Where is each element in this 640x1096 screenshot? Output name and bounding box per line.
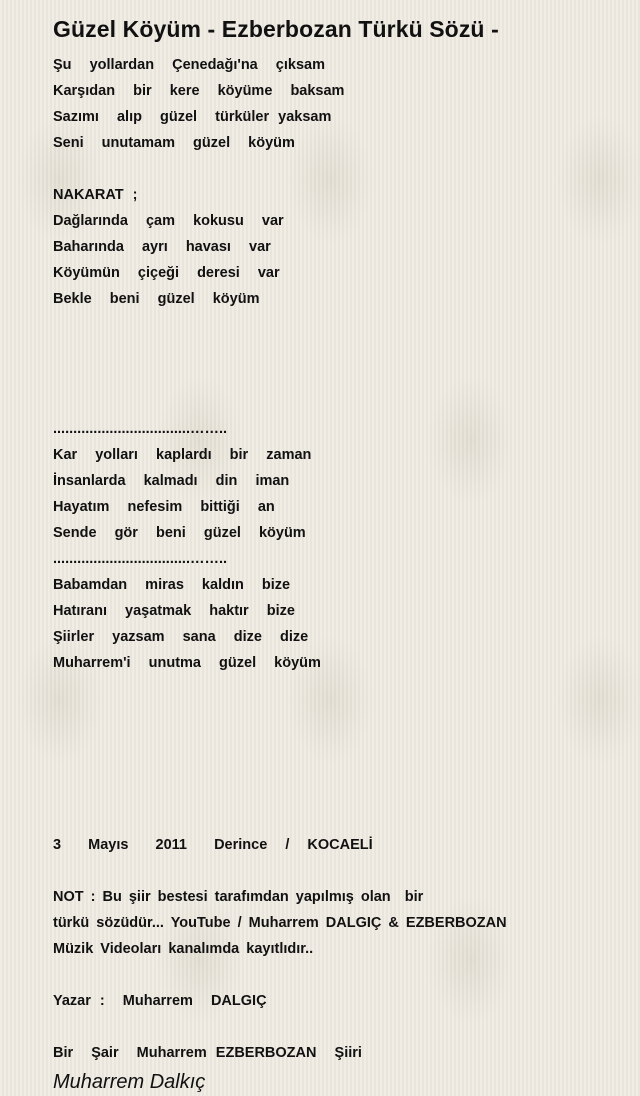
blank-line (53, 312, 613, 338)
blank-line (53, 858, 613, 884)
author-line: Yazar : Muharrem DALGIÇ (53, 993, 267, 1009)
poem-body (53, 52, 613, 1066)
blank-line (53, 364, 613, 390)
note-line: NOT : Bu şiir bestesi tarafımdan yapılmış olan bir (53, 889, 424, 905)
poem-line: Hatıranı yaşatmak haktır bize (53, 603, 295, 619)
poem-line: Hayatım nefesim bittiği an (53, 499, 275, 515)
poem-line: Bekle beni güzel köyüm (53, 291, 260, 307)
dotted-divider: ..................................…….. (53, 551, 228, 567)
poem-line: Muharrem'i unutma güzel köyüm (53, 655, 321, 671)
page-title: Güzel Köyüm - Ezberbozan Türkü Sözü - (53, 16, 499, 42)
dotted-divider: ..................................…….. (53, 421, 228, 437)
poem-line: Karşıdan bir kere köyüme baksam (53, 83, 345, 99)
poem-line: İnsanlarda kalmadı din iman (53, 473, 290, 489)
blank-line (53, 806, 613, 832)
poem-line: Köyümün çiçeği deresi var (53, 265, 280, 281)
chorus-heading: NAKARAT ; (53, 187, 138, 203)
poem-line: Kar yolları kaplardı bir zaman (53, 447, 312, 463)
poem-page (53, 14, 613, 1096)
blank-line (53, 702, 613, 728)
blank-line (53, 962, 613, 988)
poem-line: Seni unutamam güzel köyüm (53, 135, 295, 151)
poet-credit-line: Bir Şair Muharrem EZBERBOZAN Şiiri (53, 1045, 362, 1061)
blank-line (53, 754, 613, 780)
poem-line: Şiirler yazsam sana dize dize (53, 629, 309, 645)
blank-line (53, 676, 613, 702)
date-place-line: 3 Mayıs 2011 Derince / KOCAELİ (53, 837, 373, 853)
blank-line (53, 728, 613, 754)
blank-line (53, 338, 613, 364)
blank-line (53, 780, 613, 806)
blank-line (53, 156, 613, 182)
poem-line: Şu yollardan Çenedağı'na çıksam (53, 57, 325, 73)
blank-line (53, 1014, 613, 1040)
poem-line: Sende gör beni güzel köyüm (53, 525, 306, 541)
blank-line (53, 390, 613, 416)
poem-line: Babamdan miras kaldın bize (53, 577, 291, 593)
note-line: Müzik Videoları kanalımda kayıtlıdır.. (53, 941, 314, 957)
author-signature: Muharrem Dalkıç (53, 1071, 206, 1093)
poem-line: Baharında ayrı havası var (53, 239, 271, 255)
note-line: türkü sözüdür... YouTube / Muharrem DALGIÇ & EZBERBOZAN (53, 915, 507, 931)
poem-line: Dağlarında çam kokusu var (53, 213, 284, 229)
poem-line: Sazımı alıp güzel türküler yaksam (53, 109, 332, 125)
